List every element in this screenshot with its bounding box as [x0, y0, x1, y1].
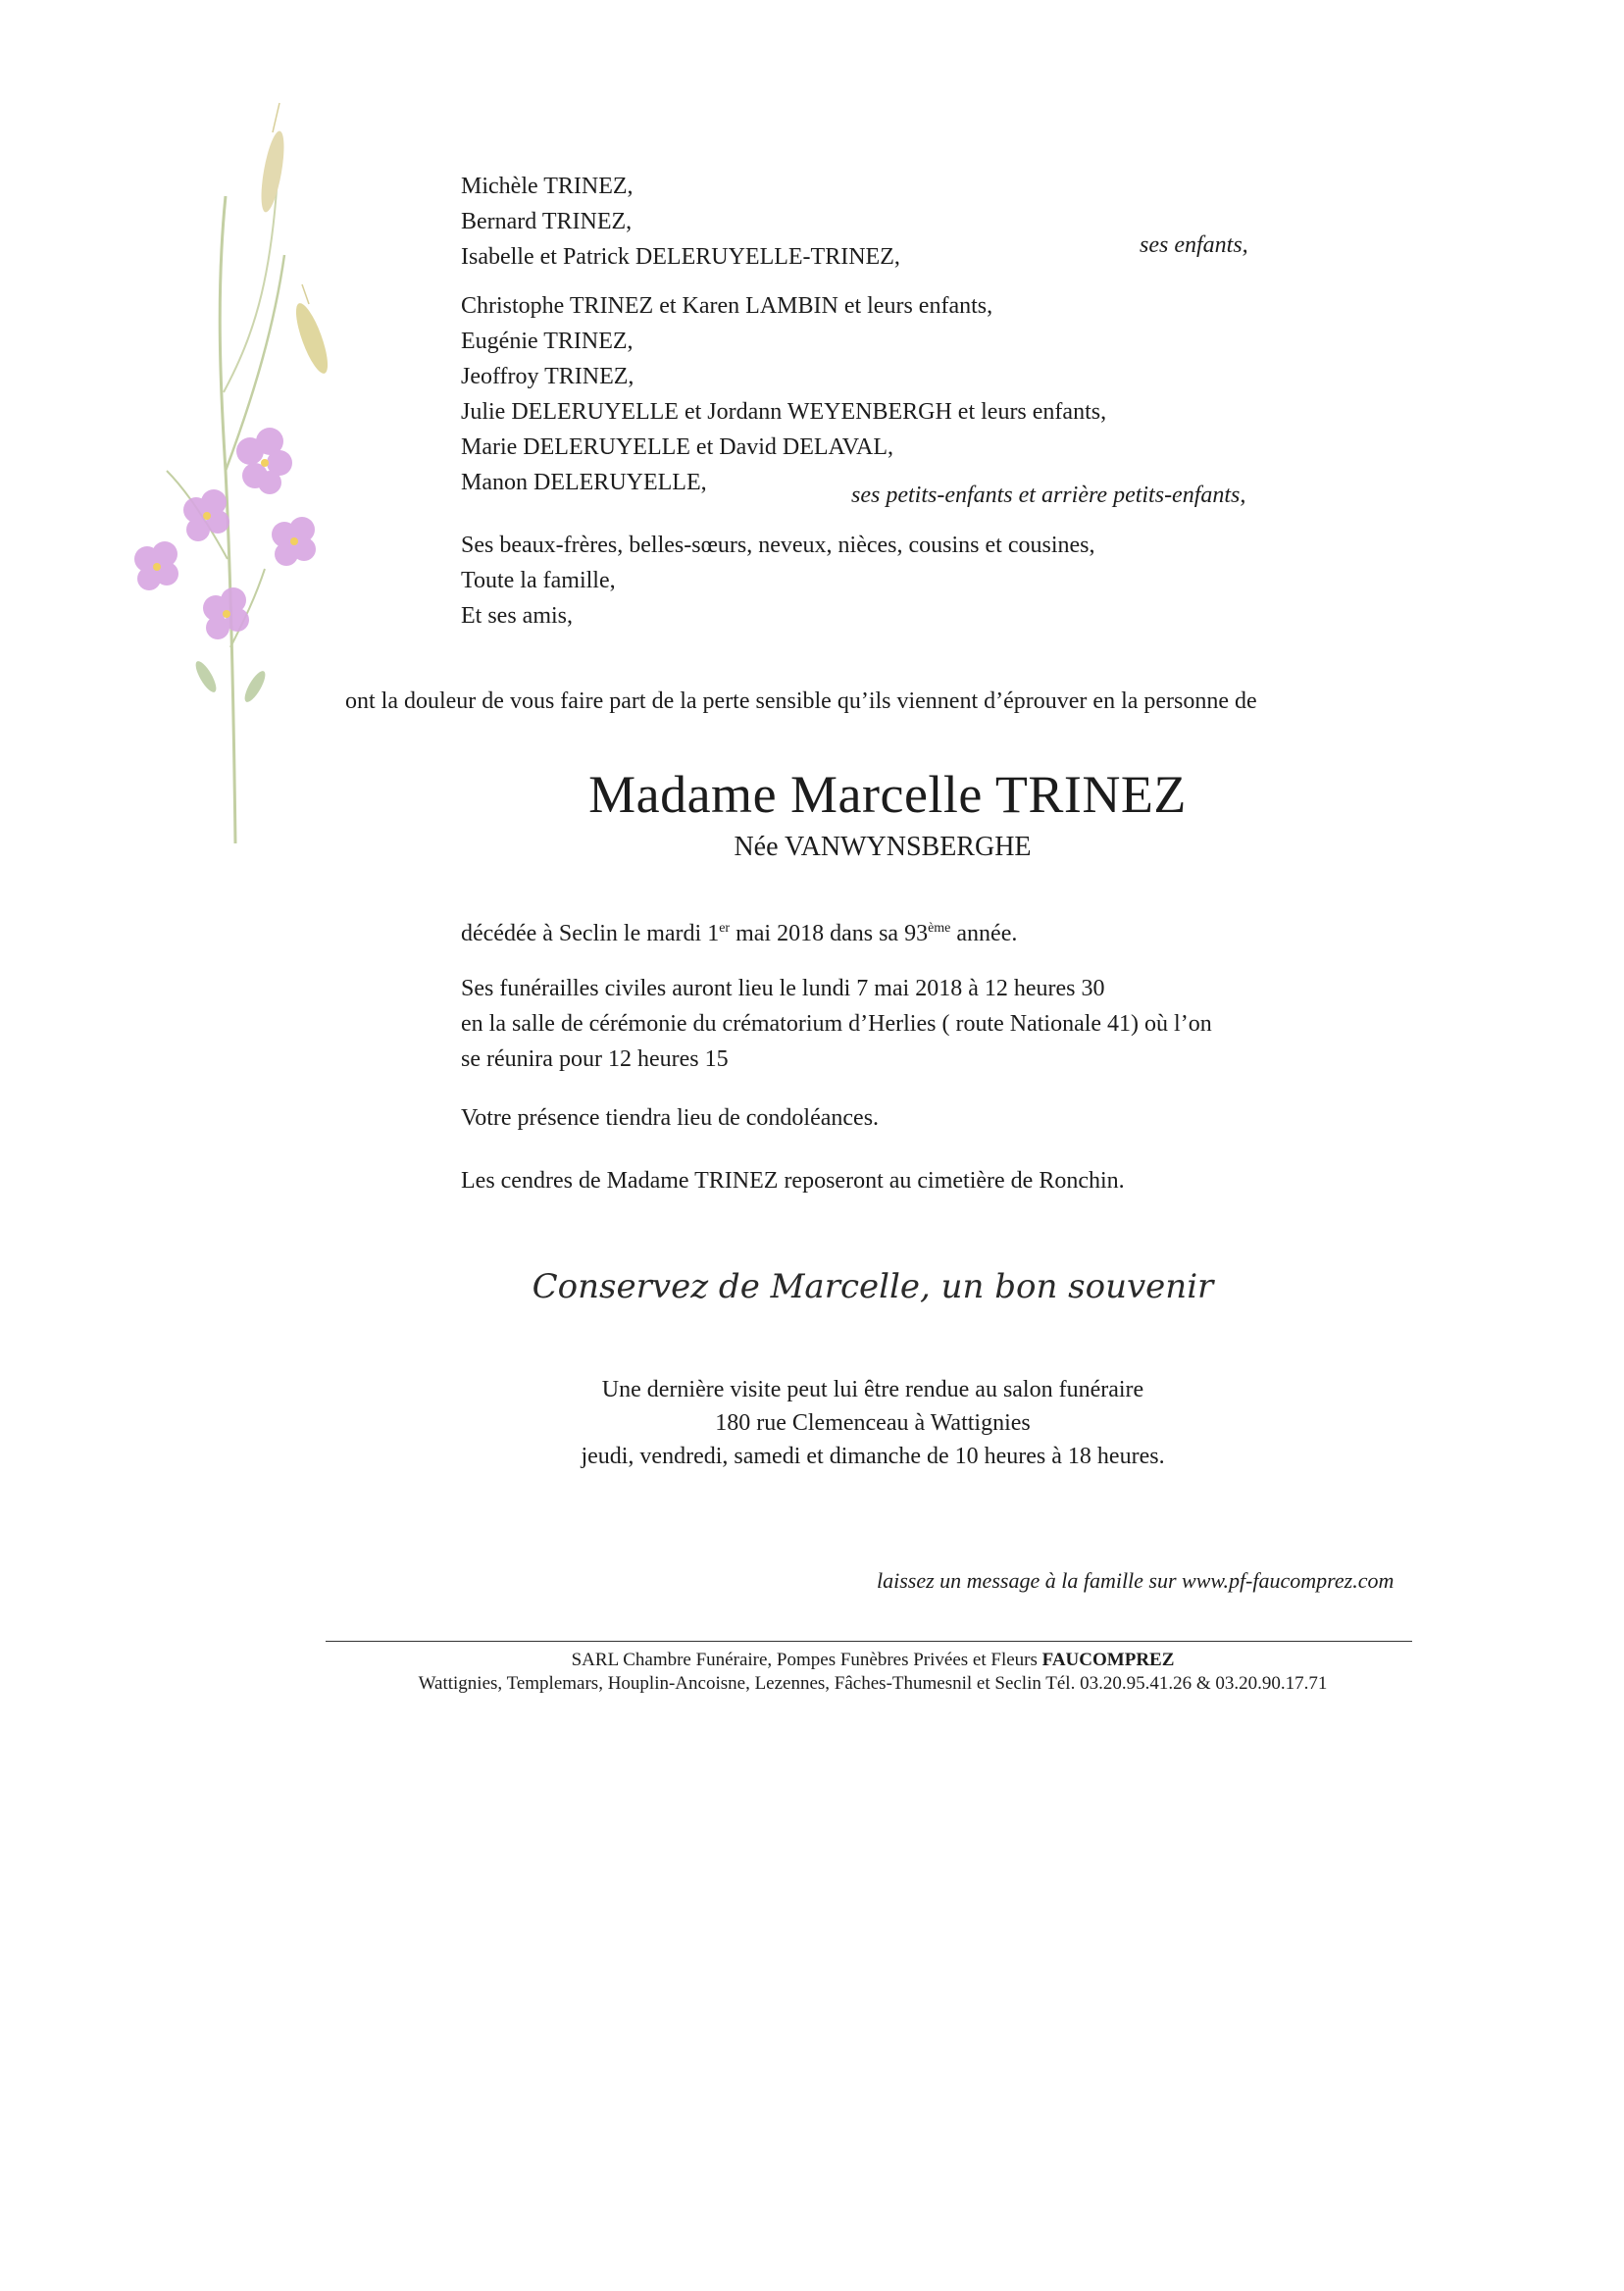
visit-line-1: Une dernière visite peut lui être rendue au salon funéraire	[601, 1377, 1144, 1402]
family-block	[461, 528, 1094, 634]
funeral-line-1: Ses funérailles civiles auront lieu le lundi 7 mai 2018 à 12 heures 30	[461, 976, 1105, 1001]
deceased-name: Madame Marcelle TRINEZ	[588, 765, 1187, 824]
visit-line-2: 180 rue Clemenceau à Wattignies	[715, 1410, 1031, 1436]
footer-divider	[326, 1641, 1412, 1642]
death-prefix: décédée à Seclin le mardi 1	[461, 921, 720, 946]
grandchild-line-3: Jeoffroy TRINEZ,	[461, 364, 634, 389]
children-relation: ses enfants,	[1140, 232, 1248, 258]
grandchild-line-1: Christophe TRINEZ et Karen LAMBIN et leurs enfants,	[461, 293, 993, 319]
death-suffix: année.	[950, 921, 1018, 946]
child-line-2: Bernard TRINEZ,	[461, 209, 633, 234]
message-text: laissez un message à la famille sur www.pf-faucomprez.com	[877, 1568, 1395, 1593]
grandchildren-block	[461, 288, 1106, 500]
maiden-name: Née VANWYNSBERGHE	[734, 832, 1032, 862]
ashes-text: Les cendres de Madame TRINEZ reposeront au cimetière de Ronchin.	[461, 1168, 1125, 1194]
visit-block	[0, 1373, 1624, 1473]
family-line-1: Ses beaux-frères, belles-sœurs, neveux, nièces, cousins et cousines,	[461, 533, 1095, 558]
footer-company	[0, 1648, 1624, 1673]
death-details	[461, 916, 1017, 951]
funeral-line-2: en la salle de cérémonie du crématorium d’Herlies ( route Nationale 41) où l’on	[461, 1011, 1212, 1037]
funeral-block	[461, 971, 1212, 1077]
funeral-line-3: se réunira pour 12 heures 15	[461, 1046, 729, 1072]
announcement-text: ont la douleur de vous faire part de la perte sensible qu’ils viennent d’éprouver en la personne de	[345, 688, 1257, 714]
violet-flower-illustration	[108, 98, 363, 843]
visit-line-3: jeudi, vendredi, samedi et dimanche de 10 heures à 18 heures.	[581, 1444, 1165, 1469]
footer-locations: Wattignies, Templemars, Houplin-Ancoisne, Lezennes, Fâches-Thumesnil et Seclin Tél. 03.20.95.41.26 & 03.20.90.17.71	[418, 1673, 1328, 1694]
footer-company-name: FAUCOMPREZ	[1041, 1650, 1175, 1670]
age-superscript: ème	[928, 921, 951, 936]
child-line-3: Isabelle et Patrick DELERUYELLE-TRINEZ,	[461, 244, 900, 270]
family-line-3: Et ses amis,	[461, 603, 573, 629]
souvenir-text: Conservez de Marcelle, un bon souvenir	[532, 1267, 1214, 1306]
grandchild-line-4: Julie DELERUYELLE et Jordann WEYENBERGH et leurs enfants,	[461, 399, 1107, 425]
grandchild-line-6: Manon DELERUYELLE,	[461, 470, 707, 495]
grandchild-line-2: Eugénie TRINEZ,	[461, 329, 634, 354]
death-middle: mai 2018 dans sa 93	[730, 921, 929, 946]
grandchild-line-5: Marie DELERUYELLE et David DELAVAL,	[461, 434, 894, 460]
footer-company-prefix: SARL Chambre Funéraire, Pompes Funèbres Privées et Fleurs	[571, 1650, 1042, 1670]
child-line-1: Michèle TRINEZ,	[461, 174, 634, 199]
grandchildren-relation: ses petits-enfants et arrière petits-enfants,	[851, 483, 1246, 508]
day-superscript: er	[719, 921, 731, 936]
condolences-text: Votre présence tiendra lieu de condoléances.	[461, 1105, 880, 1131]
family-line-2: Toute la famille,	[461, 568, 616, 593]
children-block	[461, 169, 900, 275]
